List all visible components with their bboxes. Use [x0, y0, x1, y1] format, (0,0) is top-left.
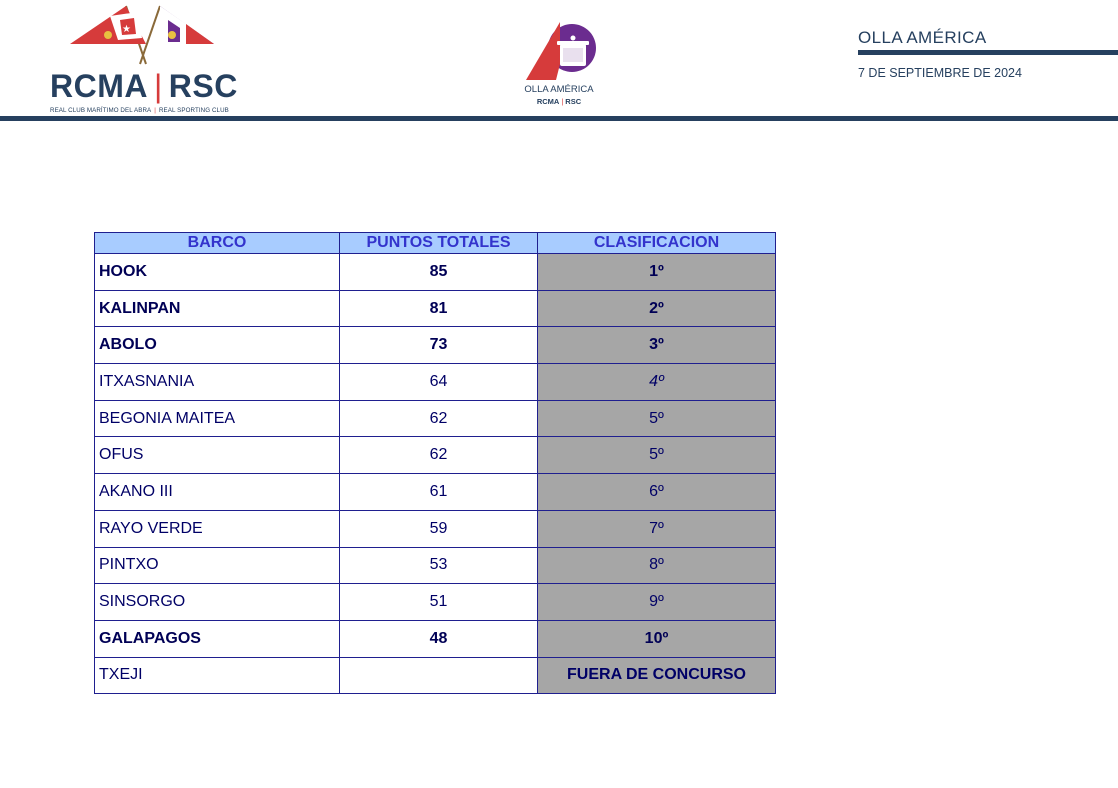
- table-row: [95, 657, 776, 694]
- cell-classification: 10º: [538, 620, 776, 657]
- cell-classification: 8º: [538, 547, 776, 584]
- table-row: [95, 254, 776, 291]
- cell-points: 59: [340, 510, 538, 547]
- table-row: [95, 437, 776, 474]
- cell-points: [340, 657, 538, 694]
- column-header-classification: CLASIFICACION: [538, 233, 776, 254]
- event-date: 7 DE SEPTIEMBRE DE 2024: [858, 66, 1022, 80]
- table-header-row: [95, 233, 776, 254]
- header-divider: [0, 116, 1118, 121]
- table-row: [95, 364, 776, 401]
- results-body: [95, 254, 776, 694]
- cell-classification: 4º: [538, 364, 776, 401]
- sail-pot-icon: [522, 20, 596, 82]
- cell-points: 48: [340, 620, 538, 657]
- cell-points: 64: [340, 364, 538, 401]
- cell-classification: FUERA DE CONCURSO: [538, 657, 776, 694]
- cell-points: 85: [340, 254, 538, 291]
- table-row: [95, 547, 776, 584]
- table-row: [95, 584, 776, 621]
- table-row: [95, 327, 776, 364]
- cell-classification: 9º: [538, 584, 776, 621]
- cell-boat: HOOK: [95, 254, 340, 291]
- event-logo: [514, 20, 604, 112]
- cell-boat: RAYO VERDE: [95, 510, 340, 547]
- event-title: OLLA AMÉRICA: [858, 28, 987, 47]
- cell-classification: 5º: [538, 400, 776, 437]
- cell-classification: 6º: [538, 474, 776, 511]
- svg-text:★: ★: [122, 24, 131, 35]
- cell-points: 51: [340, 584, 538, 621]
- cell-boat: KALINPAN: [95, 290, 340, 327]
- table-row: [95, 290, 776, 327]
- club-abbr-left: RCMA: [50, 68, 148, 104]
- table-row: [95, 620, 776, 657]
- cell-points: 53: [340, 547, 538, 584]
- cell-classification: 3º: [538, 327, 776, 364]
- event-logo-sub-left: RCMA: [536, 97, 560, 106]
- cell-boat: OFUS: [95, 437, 340, 474]
- club-abbr-right: RSC: [168, 68, 238, 104]
- table-row: [95, 474, 776, 511]
- event-logo-subtitle: [514, 97, 604, 106]
- cell-boat: TXEJI: [95, 657, 340, 694]
- table-row: [95, 400, 776, 437]
- cell-boat: BEGONIA MAITEA: [95, 400, 340, 437]
- cell-boat: ITXASNANIA: [95, 364, 340, 401]
- cell-points: 62: [340, 437, 538, 474]
- club-full-names: [50, 107, 229, 114]
- club-name-separator: |: [154, 107, 156, 114]
- page-header: [0, 0, 1118, 124]
- cell-classification: 2º: [538, 290, 776, 327]
- cell-boat: GALAPAGOS: [95, 620, 340, 657]
- cell-boat: AKANO III: [95, 474, 340, 511]
- burgee-flags-icon: [68, 2, 218, 68]
- club-abbreviation: [50, 68, 238, 105]
- results-table: [94, 232, 776, 694]
- event-logo-sub-separator: |: [561, 97, 564, 106]
- column-header-points: PUNTOS TOTALES: [340, 233, 538, 254]
- cell-points: 73: [340, 327, 538, 364]
- club-name-left: REAL CLUB MARÍTIMO DEL ABRA: [50, 107, 152, 114]
- cell-classification: 1º: [538, 254, 776, 291]
- event-logo-title: OLLA AMÉRICA: [524, 84, 594, 95]
- table-row: [95, 510, 776, 547]
- cell-classification: 7º: [538, 510, 776, 547]
- cell-points: 62: [340, 400, 538, 437]
- event-logo-sub-right: RSC: [565, 97, 582, 106]
- cell-points: 81: [340, 290, 538, 327]
- cell-boat: PINTXO: [95, 547, 340, 584]
- cell-boat: ABOLO: [95, 327, 340, 364]
- column-header-boat: BARCO: [95, 233, 340, 254]
- title-underline: [858, 50, 1118, 55]
- cell-boat: SINSORGO: [95, 584, 340, 621]
- cell-points: 61: [340, 474, 538, 511]
- club-logo: [48, 2, 248, 118]
- club-abbr-separator: |: [153, 68, 163, 104]
- club-name-right: REAL SPORTING CLUB: [158, 107, 229, 114]
- cell-classification: 5º: [538, 437, 776, 474]
